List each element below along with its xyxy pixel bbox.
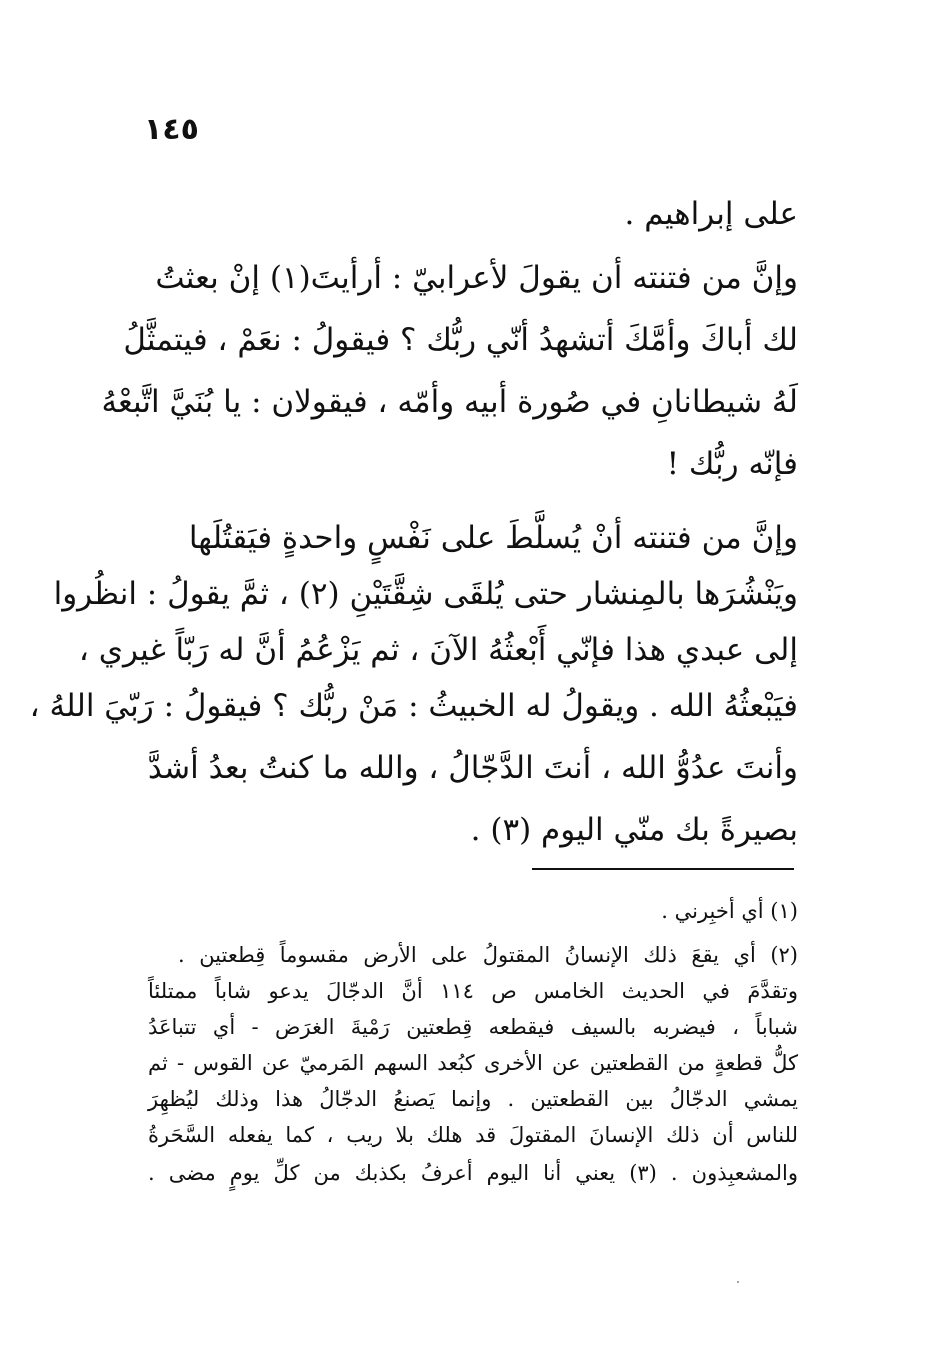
text-line: بصيرةً بك منّي اليوم (٣) . xyxy=(470,812,798,848)
text-line: وإنَّ من فتنته أن يقولَ لأعرابيّ : أرأيتَ(١) إنْ بعثتُ xyxy=(155,260,798,296)
footnote-line: كلُّ قطعةٍ من القطعتين عن الأخرى كبُعد السهم المَرميّ عن القوس - ثم xyxy=(148,1051,798,1075)
text-line: ويَنْشُرَها بالمِنشار حتى يُلقَى شِقَّتَيْنِ (٢) ، ثمَّ يقولُ : انظُروا xyxy=(53,576,798,612)
text-line: إلى عبدي هذا فإنّي أَبْعثُهُ الآنَ ، ثم يَزْعُمُ أنَّ له رَبّاً غيري ، xyxy=(78,632,798,668)
text-line: فيَبْعثُهُ الله . ويقولُ له الخبيثُ : مَنْ ربُّك ؟ فيقولُ : رَبّيَ اللهُ ، xyxy=(29,688,798,724)
footnote-line: (١) أي أخبِرني . xyxy=(661,899,798,923)
footnote-line: للناس أن ذلك الإنسانَ المقتولَ قد هلك بلا ريب ، كما يفعله السَّحَرةُ xyxy=(148,1123,798,1147)
text-line: وأنتَ عدُوُّ الله ، أنتَ الدَّجّالُ ، والله ما كنتُ بعدُ أشدَّ xyxy=(147,750,798,786)
footnote-divider xyxy=(532,868,794,870)
footnote-line: (٢) أي يقعَ ذلك الإنسانُ المقتولُ على الأرض مقسوماً قِطعتين . xyxy=(178,943,798,967)
footnote-line: شباباً ، فيضربه بالسيف فيقطعه قِطعتين رَمْيةَ الغرَض - أي تتباعَدُ xyxy=(148,1015,798,1039)
footnote-line: والمشعبِذون . (٣) يعني أنا اليوم أعرفُ بكذبك من كلِّ يومٍ مضى . xyxy=(148,1161,798,1185)
text-line: وإنَّ من فتنته أنْ يُسلَّطَ على نَفْسٍ واحدةٍ فيَقتُلَها xyxy=(188,520,798,556)
text-line: على إبراهيم . xyxy=(624,196,798,232)
footnote-line: وتقدَّمَ في الحديث الخامس ص ١١٤ أنَّ الدجّالَ يدعو شاباً ممتلئاً xyxy=(148,979,798,1003)
footnote-line: يمشي الدجّالُ بين القطعتين . وإنما يَصنعُ الدجّالُ هذا وذلك ليُظهِرَ xyxy=(148,1087,798,1111)
text-line: لك أباكَ وأمَّكَ أتشهدُ أنّي ربُّك ؟ فيقولُ : نعَمْ ، فيتمثَّلُ xyxy=(123,322,798,358)
text-line: لَهُ شيطانانِ في صُورة أبيه وأمّه ، فيقولان : يا بُنَيَّ اتَّبعْهُ xyxy=(101,384,798,420)
text-line: فإنّه ربُّك ! xyxy=(666,446,798,482)
scan-speck xyxy=(737,1281,739,1283)
page-number: ١٤٥ xyxy=(144,112,199,147)
